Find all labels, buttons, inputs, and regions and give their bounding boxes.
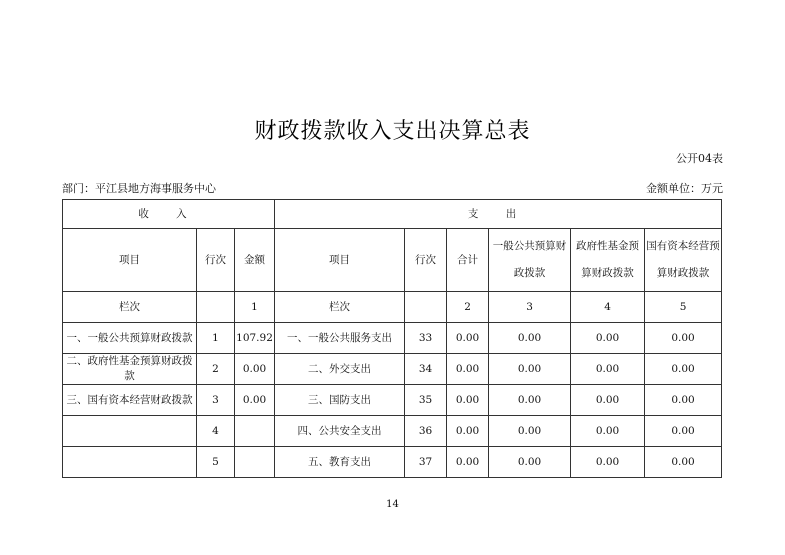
income-amount-cell: 0.00: [235, 354, 275, 385]
gov-fund-cell: 0.00: [571, 323, 645, 354]
expenditure-line-cell: 33: [405, 323, 447, 354]
total-cell: 0.00: [447, 416, 489, 447]
income-amount-cell: 107.92: [235, 323, 275, 354]
table-row: [63, 447, 722, 478]
income-amount-header: 金额: [235, 229, 275, 292]
page-number: 14: [386, 499, 399, 510]
general-budget-cell: 0.00: [489, 323, 571, 354]
gov-fund-cell: 0.00: [571, 354, 645, 385]
expenditure-line-cell: 34: [405, 354, 447, 385]
state-capital-cell: 0.00: [645, 323, 722, 354]
state-capital-cell: 0.00: [645, 447, 722, 478]
income-amount-cell: 0.00: [235, 385, 275, 416]
total-header: 合计: [447, 229, 489, 292]
column-number-cell: 2: [447, 292, 489, 323]
total-cell: 0.00: [447, 354, 489, 385]
income-group-header: 收 入: [63, 200, 275, 229]
column-number-cell: 3: [489, 292, 571, 323]
general-budget-header: 一般公共预算财政拨款: [489, 229, 571, 292]
table-row: [63, 416, 722, 447]
income-line-cell: 4: [197, 416, 235, 447]
total-cell: 0.00: [447, 385, 489, 416]
income-item-cell: 二、政府性基金预算财政拨款: [63, 354, 197, 385]
column-number-label: 栏次: [275, 292, 405, 323]
gov-fund-cell: 0.00: [571, 447, 645, 478]
table-row: [63, 385, 722, 416]
general-budget-cell: 0.00: [489, 354, 571, 385]
gov-fund-header: 政府性基金预算财政拨款: [571, 229, 645, 292]
column-number-cell: [405, 292, 447, 323]
general-budget-cell: 0.00: [489, 416, 571, 447]
document-title: 财政拨款收入支出决算总表: [254, 119, 531, 144]
income-item-cell: [63, 447, 197, 478]
appropriation-summary-table: [62, 199, 722, 478]
expenditure-item-cell: 五、教育支出: [275, 447, 405, 478]
group-header-row: [63, 200, 722, 229]
expenditure-item-cell: 二、外交支出: [275, 354, 405, 385]
gov-fund-cell: 0.00: [571, 416, 645, 447]
expenditure-item-cell: 三、国防支出: [275, 385, 405, 416]
column-number-cell: [197, 292, 235, 323]
state-capital-cell: 0.00: [645, 354, 722, 385]
income-line-cell: 2: [197, 354, 235, 385]
income-item-cell: 一、一般公共预算财政拨款: [63, 323, 197, 354]
expenditure-item-cell: 一、一般公共服务支出: [275, 323, 405, 354]
income-line-cell: 5: [197, 447, 235, 478]
column-number-label: 栏次: [63, 292, 197, 323]
column-header-row: [63, 229, 722, 292]
income-item-cell: [63, 416, 197, 447]
gov-fund-cell: 0.00: [571, 385, 645, 416]
amount-unit-label: 金额单位：万元: [646, 182, 723, 195]
total-cell: 0.00: [447, 447, 489, 478]
total-cell: 0.00: [447, 323, 489, 354]
state-capital-cell: 0.00: [645, 385, 722, 416]
column-number-cell: 1: [235, 292, 275, 323]
form-number: 公开04表: [676, 152, 723, 165]
expenditure-line-cell: 37: [405, 447, 447, 478]
table-row: [63, 354, 722, 385]
income-item-header: 项目: [63, 229, 197, 292]
column-number-cell: 4: [571, 292, 645, 323]
expenditure-line-cell: 36: [405, 416, 447, 447]
state-capital-cell: 0.00: [645, 416, 722, 447]
income-item-cell: 三、国有资本经营财政拨款: [63, 385, 197, 416]
general-budget-cell: 0.00: [489, 447, 571, 478]
expenditure-group-header: 支 出: [275, 200, 722, 229]
column-number-cell: 5: [645, 292, 722, 323]
general-budget-cell: 0.00: [489, 385, 571, 416]
income-amount-cell: [235, 416, 275, 447]
expenditure-item-cell: 四、公共安全支出: [275, 416, 405, 447]
column-number-row: [63, 292, 722, 323]
income-line-cell: 3: [197, 385, 235, 416]
expenditure-item-header: 项目: [275, 229, 405, 292]
expenditure-line-header: 行次: [405, 229, 447, 292]
income-line-header: 行次: [197, 229, 235, 292]
income-amount-cell: [235, 447, 275, 478]
department-label: 部门：平江县地方海事服务中心: [62, 182, 216, 195]
income-line-cell: 1: [197, 323, 235, 354]
expenditure-line-cell: 35: [405, 385, 447, 416]
state-capital-header: 国有资本经营预算财政拨款: [645, 229, 722, 292]
table-row: [63, 323, 722, 354]
